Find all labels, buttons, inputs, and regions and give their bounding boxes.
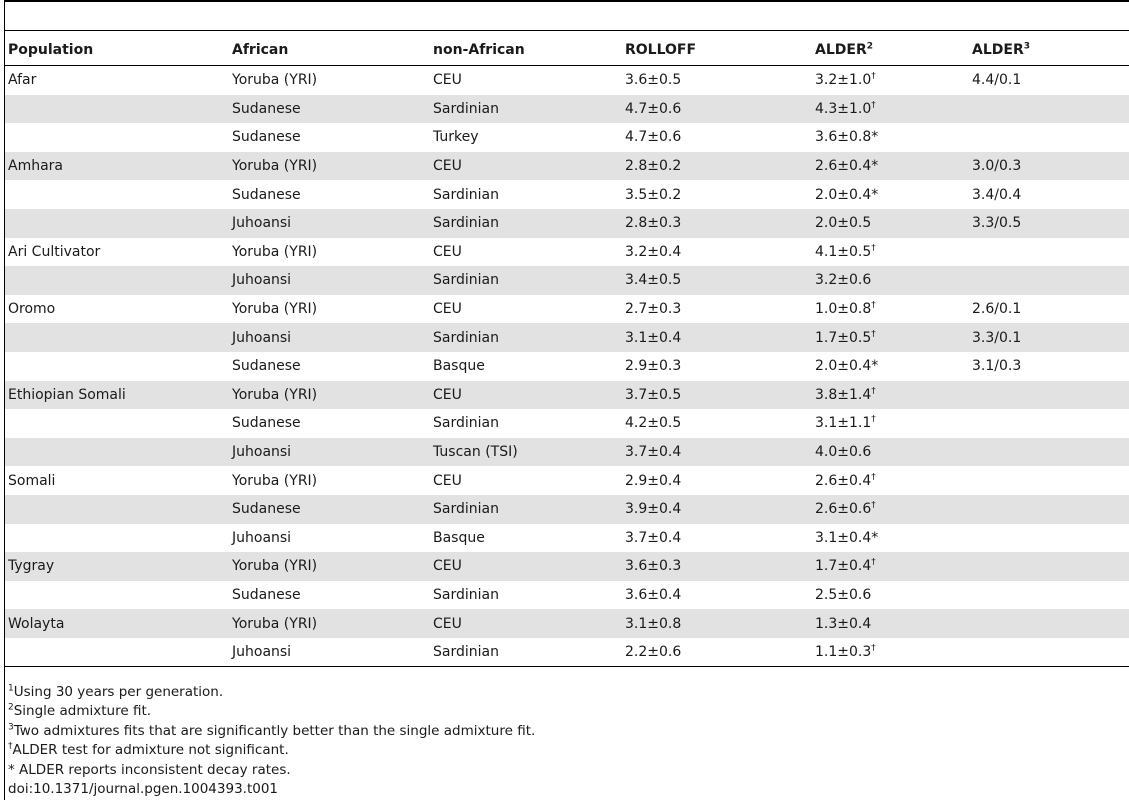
dagger-mark: † [871,328,876,339]
cell-african: Yoruba (YRI) [229,609,430,638]
table-row [5,266,1129,295]
cell-rolloff: 3.2±0.4 [625,243,682,260]
table-row [5,438,1129,467]
cell-rolloff: 2.7±0.3 [625,301,682,318]
cell-alder-two: 2.6/0.1 [972,301,1022,318]
cell-population [5,123,229,152]
cell-alder-two: 3.1/0.3 [972,358,1022,375]
cell-alder-single: 3.1±1.1† [815,414,876,432]
table-row [5,152,1129,181]
cell-population: Afar [8,72,37,89]
table-footnotes [8,683,535,799]
dagger-mark: † [871,71,876,82]
cell-african: Juhoansi [229,438,430,467]
cell-rolloff: 3.9±0.4 [622,495,812,524]
table-row [5,180,1129,209]
footnote: $^1$Using 30 years per generation. [8,683,224,700]
cell-alder-single: 2.6±0.6† [812,495,969,524]
cell-non-african: Sardinian [430,495,622,524]
dagger-mark: † [871,300,876,311]
cell-alder-two [969,438,1129,467]
cell-alder-two: 4.4/0.1 [972,72,1022,89]
dagger-mark: † [871,500,876,511]
cell-rolloff: 2.9±0.4 [625,472,682,489]
footnote: $^2$Single admixture fit. [8,702,152,720]
cell-rolloff: 4.7±0.6 [622,95,812,124]
cell-alder-single: 3.8±1.4† [812,381,969,410]
cell-non-african: CEU [430,609,622,638]
table-row [5,552,1129,581]
cell-alder-two [969,238,1129,267]
cell-population: Ari Cultivator [8,243,101,260]
cell-african: Sudanese [229,495,430,524]
col-header-alder-single: ALDER$^2$ [812,35,969,66]
table-row [5,638,1129,667]
table-row [5,238,1129,267]
cell-african: Yoruba (YRI) [229,381,430,410]
table-row [5,495,1129,524]
cell-alder-two: 3.3/0.1 [969,323,1129,352]
cell-non-african: Sardinian [430,95,622,124]
cell-non-african: CEU [433,472,462,489]
table-row [5,409,1129,438]
cell-alder-single: 2.5±0.6 [815,586,872,603]
cell-population [5,95,229,124]
table-row [5,323,1129,352]
cell-non-african: Sardinian [430,323,622,352]
cell-population: Amhara [5,152,229,181]
cell-rolloff: 3.7±0.5 [622,381,812,410]
cell-population [5,581,229,610]
col-header-alder-two: ALDER$^3$ [969,35,1129,66]
table-row [5,466,1129,495]
cell-alder-two [969,266,1129,295]
table-frame [4,0,1129,800]
cell-non-african: Basque [433,529,485,546]
cell-population [5,638,229,667]
cell-rolloff: 2.9±0.3 [625,358,682,375]
footnote: †ALDER test for admixture not significant. [8,741,289,759]
cell-african: Sudanese [232,415,301,432]
cell-african: Sudanese [232,186,301,203]
cell-alder-single: 3.2±1.0† [815,71,876,89]
dagger-mark: † [871,386,876,397]
cell-alder-single: 2.0±0.5 [812,209,969,238]
cell-rolloff: 2.8±0.2 [622,152,812,181]
cell-non-african: Sardinian [433,586,499,603]
cell-rolloff: 2.2±0.6 [622,638,812,667]
cell-non-african: Sardinian [430,638,622,667]
cell-rolloff: 3.7±0.4 [622,438,812,467]
cell-african: Yoruba (YRI) [232,72,318,89]
admixture-table [5,35,1129,667]
cell-population [5,438,229,467]
cell-alder-two [969,381,1129,410]
cell-non-african: Sardinian [433,415,499,432]
cell-alder-two [969,552,1129,581]
col-header-population: Population [5,35,229,66]
cell-alder-two [969,609,1129,638]
cell-alder-single: 4.3±1.0† [812,95,969,124]
dagger-mark: † [871,243,876,254]
cell-population [5,524,229,553]
cell-non-african: Turkey [433,129,479,146]
table-row [5,581,1129,610]
cell-african: Sudanese [232,358,301,375]
cell-african: Yoruba (YRI) [229,152,430,181]
cell-rolloff: 3.6±0.3 [622,552,812,581]
cell-population [5,266,229,295]
cell-alder-two [969,409,1129,438]
cell-non-african: Tuscan (TSI) [430,438,622,467]
cell-non-african: Sardinian [433,186,499,203]
dagger-mark: † [871,100,876,111]
cell-non-african: Sardinian [430,209,622,238]
cell-alder-single: 1.1±0.3† [812,638,969,667]
cell-alder-two: 3.3/0.5 [969,209,1129,238]
col-header-rolloff: ROLLOFF [622,35,812,66]
cell-alder-single: 3.6±0.8* [815,129,879,146]
cell-rolloff: 4.7±0.6 [625,129,682,146]
cell-african: Yoruba (YRI) [232,301,318,318]
cell-alder-single: 1.3±0.4 [812,609,969,638]
cell-population: Tygray [5,552,229,581]
cell-african: Sudanese [232,129,301,146]
cell-population [5,409,229,438]
cell-rolloff: 3.1±0.8 [622,609,812,638]
footnote: $^3$Two admixtures fits that are significantly better than the single admixture fit. [8,722,536,739]
cell-alder-single: 3.1±0.4* [815,529,879,546]
col-header-african: African [229,35,430,66]
table-row [5,295,1129,324]
cell-alder-single: 4.1±0.5† [815,243,876,260]
cell-rolloff: 3.7±0.4 [625,529,682,546]
cell-rolloff: 3.1±0.4 [622,323,812,352]
cell-alder-two [969,581,1129,610]
table-row [5,352,1129,381]
header-top-rule [5,30,1129,31]
cell-alder-two: 3.0/0.3 [969,152,1129,181]
table-row [5,609,1129,638]
cell-non-african: CEU [433,72,462,89]
cell-rolloff: 4.2±0.5 [625,415,682,432]
cell-non-african: CEU [430,152,622,181]
cell-alder-single: 2.6±0.4* [812,152,969,181]
cell-african: Juhoansi [232,529,292,546]
cell-population [5,495,229,524]
cell-population: Wolayta [5,609,229,638]
col-header-non-african: non-African [430,35,622,66]
cell-alder-two [969,638,1129,667]
cell-alder-two [969,466,1129,495]
table-header-row [5,35,1129,66]
table-row [5,123,1129,152]
dagger-mark: † [871,643,876,654]
cell-alder-single: 2.0±0.4* [815,358,879,375]
dagger-mark: † [871,414,876,425]
table-row [5,209,1129,238]
dagger-mark: † [871,557,876,568]
cell-rolloff: 2.8±0.3 [622,209,812,238]
cell-rolloff: 3.6±0.4 [625,586,682,603]
cell-non-african: CEU [433,301,462,318]
cell-rolloff: 3.6±0.5 [625,72,682,89]
cell-african: Yoruba (YRI) [232,243,318,260]
cell-alder-two [969,123,1129,152]
footnote: * ALDER reports inconsistent decay rates. [8,761,291,778]
cell-alder-single: 1.7±0.5† [812,323,969,352]
cell-african: Yoruba (YRI) [229,552,430,581]
cell-population [5,180,229,209]
cell-population: Somali [8,472,56,489]
cell-rolloff: 3.4±0.5 [622,266,812,295]
cell-population [5,323,229,352]
cell-non-african: CEU [433,243,462,260]
cell-african: Yoruba (YRI) [232,472,318,489]
cell-non-african: Sardinian [430,266,622,295]
cell-population: Oromo [8,301,56,318]
cell-african: Sudanese [229,95,430,124]
cell-non-african: CEU [430,552,622,581]
cell-alder-two: 3.4/0.4 [972,186,1022,203]
table-row [5,95,1129,124]
cell-african: Juhoansi [229,266,430,295]
cell-population [5,209,229,238]
cell-rolloff: 3.5±0.2 [625,186,682,203]
cell-alder-two [969,95,1129,124]
table-row [5,381,1129,410]
table-row [5,66,1129,95]
cell-african: Sudanese [232,586,301,603]
cell-alder-single: 4.0±0.6 [812,438,969,467]
cell-alder-two [969,495,1129,524]
cell-non-african: CEU [430,381,622,410]
cell-alder-single: 1.7±0.4† [812,552,969,581]
cell-african: Juhoansi [229,638,430,667]
cell-alder-single: 3.2±0.6 [812,266,969,295]
cell-alder-two [969,524,1129,553]
cell-alder-single: 2.0±0.4* [815,186,879,203]
cell-non-african: Basque [433,358,485,375]
dagger-mark: † [871,471,876,482]
cell-population [5,352,229,381]
cell-population: Ethiopian Somali [5,381,229,410]
cell-african: Juhoansi [229,209,430,238]
cell-alder-single: 1.0±0.8† [815,300,876,318]
footnote: doi:10.1371/journal.pgen.1004393.t001 [8,781,279,798]
cell-alder-single: 2.6±0.4† [815,471,876,489]
table-row [5,524,1129,553]
cell-african: Juhoansi [229,323,430,352]
top-rule [5,0,1129,2]
